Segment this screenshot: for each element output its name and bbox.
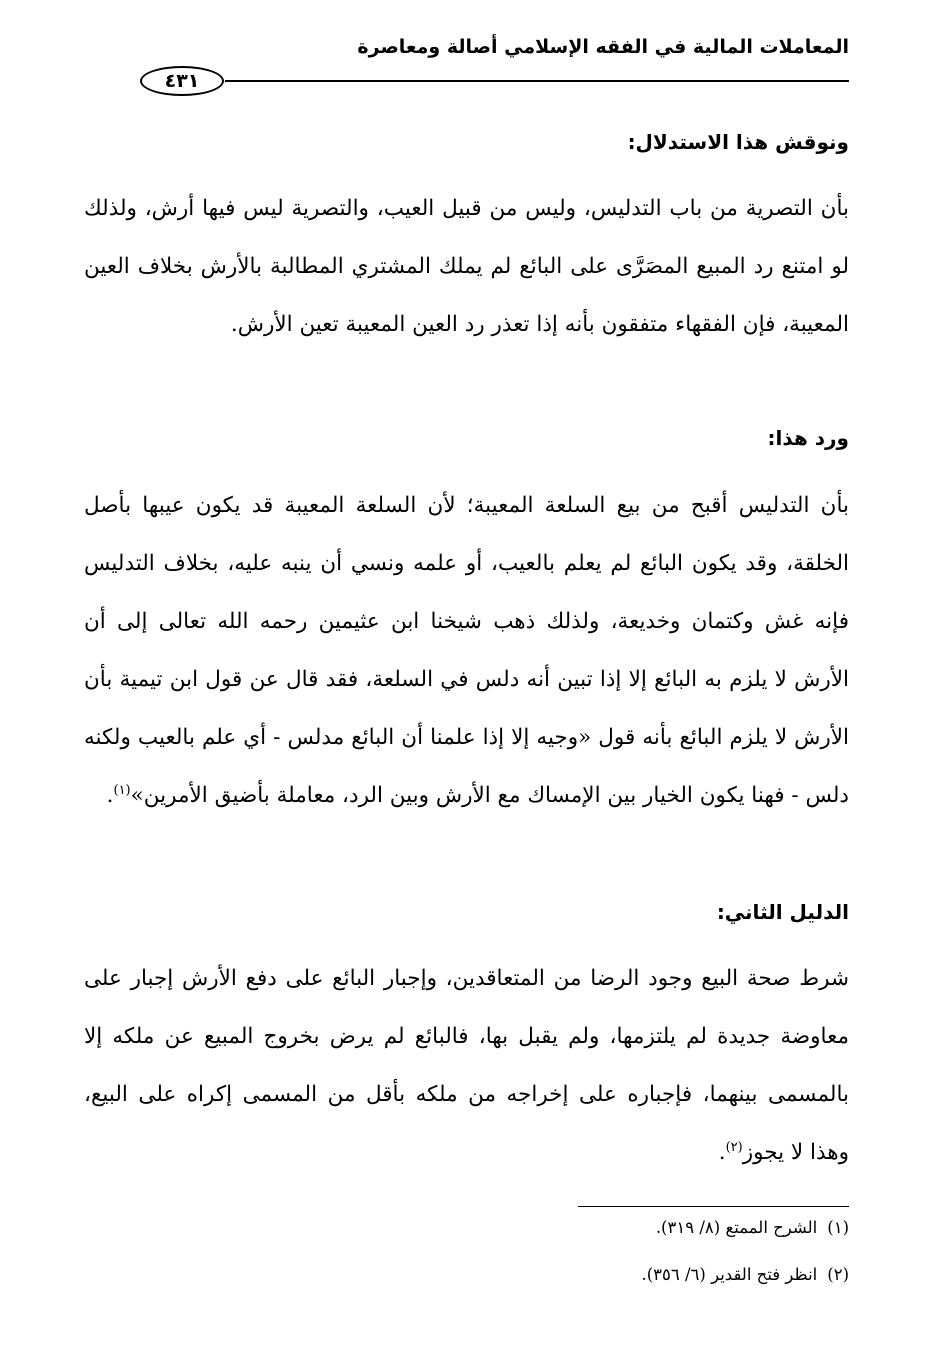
- footnote-rule: [578, 1206, 849, 1207]
- paragraph-text: شرط صحة البيع وجود الرضا من المتعاقدين، وإجبار البائع على دفع الأرش إجبار على معاوضة جديدة لم يلتزمها، ولم يقبل بها، فالبائع لم يرض بخروج المبيع عن ملكه إلا بالمسمى بينهما، فإجباره على إخراجه من ملكه بأقل من المسمى إكراه على البيع، وهذا لا يجوز: [84, 966, 849, 1165]
- footnote: [84, 1216, 849, 1240]
- footnote-text: الشرح الممتع (٨/ ٣١٩).: [655, 1218, 818, 1237]
- footnote-number: (٢): [827, 1265, 849, 1284]
- section-heading: الدليل الثاني:: [716, 900, 849, 924]
- footnote: [84, 1263, 849, 1287]
- header-rule: [225, 80, 849, 82]
- paragraph: بأن التصرية من باب التدليس، وليس من قبيل العيب، والتصرية ليس فيها أرش، ولذلك لو امتنع رد المبيع المصَرَّى على البائع لم يملك المشتري المطالبة بالأرش بخلاف العين المعيبة، فإن الفقهاء متفقون بأنه إذا تعذر رد العين المعيبة تعين الأرش.: [84, 196, 849, 337]
- running-header-title: المعاملات المالية في الفقه الإسلامي أصالة ومعاصرة: [357, 36, 849, 58]
- page-number: ٤٣١: [140, 66, 224, 96]
- section-heading: ورد هذا:: [767, 426, 849, 450]
- footnote-reference: (١): [113, 782, 131, 798]
- footnote-text: انظر فتح القدير (٦/ ٣٥٦).: [641, 1265, 818, 1284]
- footnote-reference: (٢): [725, 1139, 743, 1155]
- footnote-number: (١): [827, 1218, 849, 1237]
- paragraph: بأن التدليس أقبح من بيع السلعة المعيبة؛ لأن السلعة المعيبة قد يكون عيبها بأصل الخلقة، وقد يكون البائع لم يعلم بالعيب، أو علمه ونسي أن ينبه عليه، بخلاف التدليس فإنه غش وكتمان وخديعة، ولذلك ذهب شيخنا ابن عثيمين رحمه الله تعالى إلى أن الأرش لا يلزم به البائع إلا إذا تبين أنه دلس في السلعة، فقد قال عن قول ابن تيمية بأن الأرش لا يلزم البائع بأنه قول «وجيه إلا إذا علمنا أن البائع مدلس - أي علم بالعيب ولكنه دلس - فهنا يكون الخيار بين الإمساك مع الأرش وبين الرد، معاملة بأضيق الأمرين»$^{(١)}$.: [84, 493, 849, 808]
- paragraph: شرط صحة البيع وجود الرضا من المتعاقدين، وإجبار البائع على دفع الأرش إجبار على معاوضة جديدة لم يلتزمها، ولم يقبل بها، فالبائع لم يرض بخروج المبيع عن ملكه إلا بالمسمى بينهما، فإجباره على إخراجه من ملكه بأقل من المسمى إكراه على البيع، وهذا لا يجوز$^{(٢)}$.: [84, 966, 849, 1165]
- section-heading: ونوقش هذا الاستدلال:: [627, 130, 849, 154]
- paragraph-text: بأن التدليس أقبح من بيع السلعة المعيبة؛ لأن السلعة المعيبة قد يكون عيبها بأصل الخلقة، وقد يكون البائع لم يعلم بالعيب، أو علمه ونسي أن ينبه عليه، بخلاف التدليس فإنه غش وكتمان وخديعة، ولذلك ذهب شيخنا ابن عثيمين رحمه الله تعالى إلى أن الأرش لا يلزم به البائع إلا إذا تبين أنه دلس في السلعة، فقد قال عن قول ابن تيمية بأن الأرش لا يلزم البائع بأنه قول «وجيه إلا إذا علمنا أن البائع مدلس - أي علم بالعيب ولكنه دلس - فهنا يكون الخيار بين الإمساك مع الأرش وبين الرد، معاملة بأضيق الأمرين»: [84, 493, 849, 808]
